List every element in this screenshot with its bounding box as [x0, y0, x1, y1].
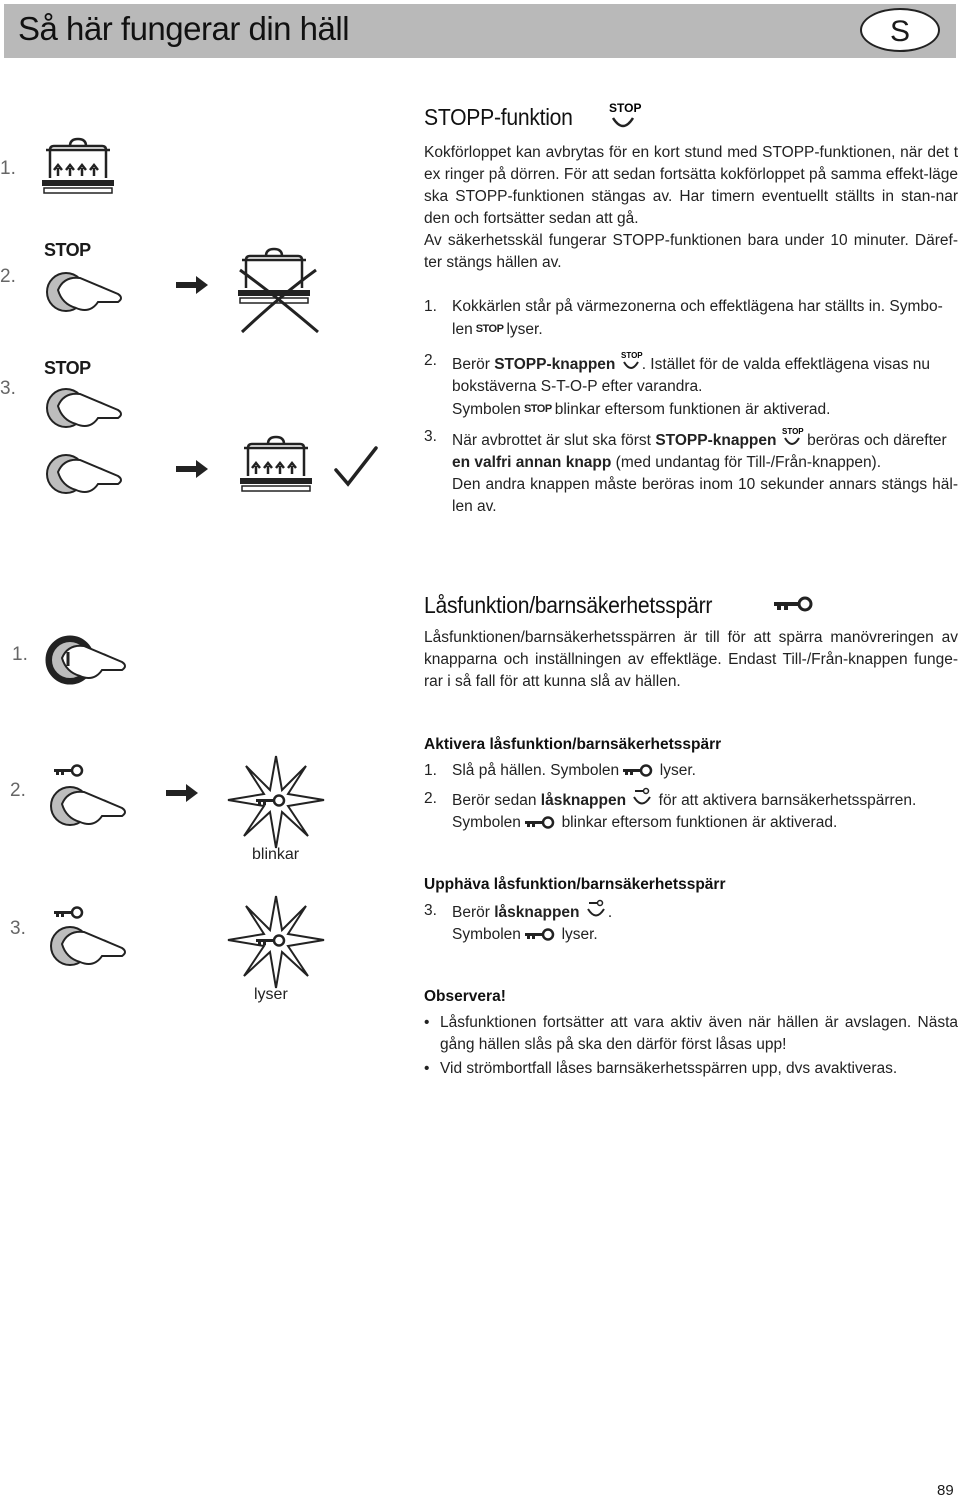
lock-intro: Låsfunktionen/barnsäkerhetsspärren är till för att spärra manövreringen av knapparna och inställningen av effektläge. Endast Till-/Från-knappen funge-rar i så fall för att kunna slå av hällen. [424, 629, 958, 690]
stop-key-icon [781, 426, 803, 448]
finger-press-icon [40, 444, 126, 500]
notes-title: Observera! [424, 988, 506, 1005]
arrow-right-icon [176, 276, 210, 296]
language-badge: S [860, 8, 940, 52]
stop-step-2 [424, 350, 958, 421]
step-number: 1. [424, 762, 437, 779]
arrow-right-icon [166, 784, 200, 804]
stop-step-1 [424, 296, 958, 341]
step-text: Symbolen [452, 401, 521, 418]
page-title: Så här fungerar din häll [18, 10, 350, 47]
step-number: 2. [424, 352, 437, 369]
bullet: • [424, 1060, 430, 1077]
svg-text:STOP: STOP [609, 101, 642, 115]
step-text: blinkar eftersom funktionen är aktiverad. [561, 814, 838, 831]
key-symbol-icon [525, 816, 557, 830]
step-text: Kokkärlen står på värmezonerna och effektlägena har ställts in. Symbo- [452, 298, 943, 315]
stop-key-label: STOPP-knappen [655, 432, 777, 449]
lit-starburst-icon [226, 894, 326, 990]
caption-lit: lyser [254, 986, 288, 1003]
caption-blink: blinkar [252, 846, 300, 863]
step-text: bokstäverna S-T-O-P efter varandra. [452, 378, 703, 395]
step-text: Symbolen [452, 926, 521, 943]
figure-number: 1. [12, 644, 28, 665]
step-text: lyser. [561, 926, 598, 943]
step-text: lyser. [506, 321, 543, 338]
step-text: . [607, 904, 613, 921]
pot-heating-icon [40, 136, 120, 196]
svg-text:STOP: STOP [781, 427, 804, 436]
finger-press-icon [40, 262, 126, 318]
step-text: Symbolen [452, 814, 521, 831]
figure-number: 2. [0, 266, 16, 287]
cancel-title: Upphäva låsfunktion/barnsäkerhetsspärr [424, 876, 726, 893]
finger-press-icon [44, 916, 130, 972]
lock-key-label: låsknappen [494, 904, 580, 921]
step-text: Berör [452, 904, 490, 921]
stop-key-icon [620, 350, 642, 372]
other-key-label: en valfri annan knapp [452, 454, 612, 471]
step-number: 3. [424, 428, 437, 445]
stop-step-3 [424, 426, 958, 518]
step-text: (med undantag för Till-/Från-knappen). [615, 454, 882, 471]
step-text: Slå på hällen. Symbolen [452, 762, 620, 779]
key-symbol-icon [623, 764, 655, 778]
finger-press-icon [44, 776, 130, 832]
step-number: 3. [424, 902, 437, 919]
stop-safety: Av säkerhetsskäl fungerar STOPP-funktionen bara under 10 minuter. Däref-ter stängs hällen av. [424, 232, 958, 271]
activate-title: Aktivera låsfunktion/barnsäkerhetsspärr [424, 736, 722, 753]
figure-number: 3. [10, 918, 26, 939]
stop-key-icon [608, 100, 642, 134]
stop-symbol: STOP [475, 323, 504, 335]
activate-step-2 [424, 788, 916, 834]
stop-title-text: STOPP-funktion [424, 104, 573, 130]
stop-label: STOP [44, 240, 91, 260]
step-text: Berör [452, 356, 490, 373]
bullet: • [424, 1014, 430, 1031]
lock-key-icon [630, 788, 654, 808]
step-text: blinkar eftersom funktionen är aktiverad. [554, 401, 831, 418]
page-number: 89 [937, 1482, 954, 1499]
lock-section-title: Låsfunktion/barnsäkerhetsspärr [424, 592, 713, 618]
checkmark-icon [334, 446, 378, 488]
stop-section-title [424, 104, 573, 131]
lock-key-icon [584, 900, 608, 920]
stop-key-label: STOPP-knappen [494, 356, 616, 373]
note-text: Låsfunktionen fortsätter att vara aktiv även när hällen är avslagen. Nästa gång hällen slås på ska den därför först låsas upp! [440, 1014, 958, 1053]
step-text: Berör sedan [452, 792, 537, 809]
svg-text:STOP: STOP [620, 351, 643, 360]
step-text: När avbrottet är slut ska först [452, 432, 651, 449]
key-symbol-icon [525, 928, 557, 942]
step-text: för att aktivera barnsäkerhetsspärren. [658, 792, 917, 809]
note-item [424, 1012, 958, 1056]
note-text: Vid strömbortfall låses barnsäkerhetsspärren upp, dvs avaktiveras. [440, 1060, 898, 1077]
step-text: lyser. [659, 762, 696, 779]
lock-key-label: låsknappen [540, 792, 627, 809]
note-item [424, 1058, 958, 1080]
finger-press-onoff-icon [44, 630, 130, 690]
figure-number: 1. [0, 158, 16, 179]
figure-number: 2. [10, 780, 26, 801]
step-number: 2. [424, 790, 437, 807]
figure-number: 3. [0, 378, 16, 399]
finger-press-icon [40, 378, 126, 434]
step-text: Den andra knappen måste beröras inom 10 sekunder annars stängs häl-len av. [452, 476, 958, 515]
step-text: beröras och därefter [807, 432, 947, 449]
pot-heating-icon [238, 434, 324, 498]
blink-starburst-icon [226, 754, 326, 850]
cancel-step-3 [424, 900, 612, 946]
activate-step-1 [424, 760, 696, 782]
arrow-right-icon [176, 460, 210, 480]
step-number: 1. [424, 298, 437, 315]
step-text: . Istället för de valda effektlägena visas nu [641, 356, 931, 373]
stop-label: STOP [44, 358, 91, 378]
pot-stopped-icon [236, 246, 322, 336]
step-text: len [452, 321, 473, 338]
stop-intro: Kokförloppet kan avbrytas för en kort stund med STOPP-funktionen, när det t ex ringer på dörren. För att sedan fortsätta kokförloppet på samma effekt-läge ska STOPP-funktionen stängas av. Har timern eventuellt ställts in stan-nar den och fortsätter sedan att gå. [424, 144, 958, 227]
stop-symbol: STOP [523, 403, 552, 415]
key-symbol-icon [774, 596, 814, 614]
